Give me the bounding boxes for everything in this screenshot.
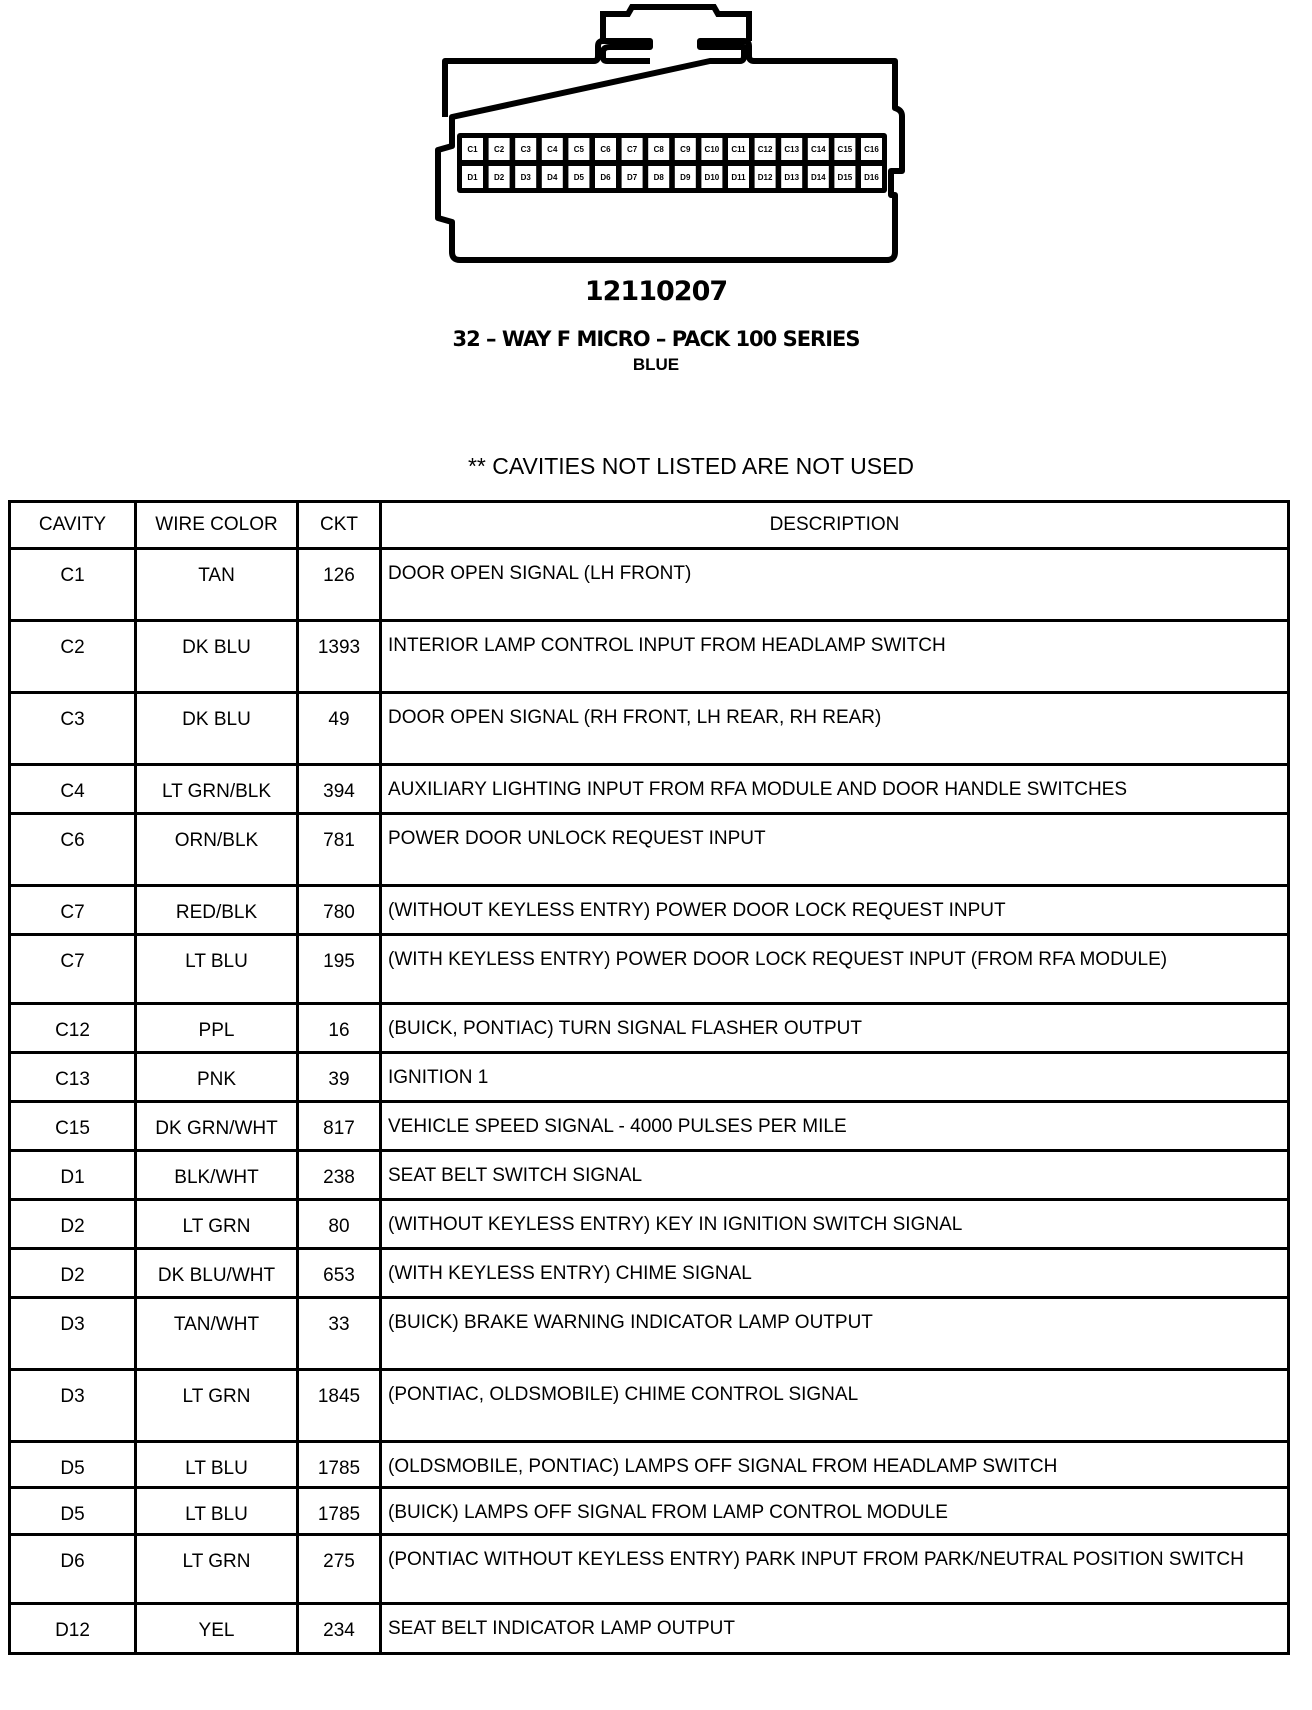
cell-ckt: 49 (298, 693, 381, 765)
cell-description: DOOR OPEN SIGNAL (RH FRONT, LH REAR, RH REAR) (381, 693, 1289, 765)
cell-ckt: 275 (298, 1535, 381, 1604)
cell-cavity: C12 (10, 1004, 136, 1053)
cell-description: DOOR OPEN SIGNAL (LH FRONT) (381, 549, 1289, 621)
cell-ckt: 80 (298, 1200, 381, 1249)
pin-label: D5 (573, 173, 585, 182)
cell-description: (BUICK) BRAKE WARNING INDICATOR LAMP OUTPUT (381, 1298, 1289, 1370)
header-description: DESCRIPTION (381, 502, 1289, 549)
cell-ckt: 1845 (298, 1370, 381, 1442)
cell-cavity: C15 (10, 1102, 136, 1151)
cell-description: INTERIOR LAMP CONTROL INPUT FROM HEADLAMP SWITCH (381, 621, 1289, 693)
cell-ckt: 195 (298, 935, 381, 1004)
cell-wire-color: DK BLU (136, 621, 298, 693)
pin-label: C13 (784, 145, 800, 154)
cell-cavity: D2 (10, 1249, 136, 1298)
cell-cavity: C7 (10, 886, 136, 935)
cell-ckt: 126 (298, 549, 381, 621)
table-row (10, 621, 1289, 693)
cell-wire-color: LT GRN (136, 1370, 298, 1442)
pin-label: C9 (680, 145, 691, 154)
cell-wire-color: LT BLU (136, 1488, 298, 1535)
cell-description: (OLDSMOBILE, PONTIAC) LAMPS OFF SIGNAL FROM HEADLAMP SWITCH (381, 1442, 1289, 1488)
cell-description: (PONTIAC, OLDSMOBILE) CHIME CONTROL SIGNAL (381, 1370, 1289, 1442)
pin-label: D9 (680, 173, 691, 182)
cell-wire-color: DK BLU/WHT (136, 1249, 298, 1298)
table-row (10, 886, 1289, 935)
cell-cavity: C4 (10, 765, 136, 814)
pin-label: C3 (520, 145, 531, 154)
pin-label: C8 (653, 145, 664, 154)
pin-label: D7 (626, 173, 638, 182)
pin-label: C14 (810, 145, 826, 154)
table-row (10, 1442, 1289, 1488)
cell-description: (BUICK, PONTIAC) TURN SIGNAL FLASHER OUTPUT (381, 1004, 1289, 1053)
cell-description: AUXILIARY LIGHTING INPUT FROM RFA MODULE AND DOOR HANDLE SWITCHES (381, 765, 1289, 814)
pin-label: D14 (810, 173, 826, 182)
pin-label: C12 (757, 145, 773, 154)
pin-label: C16 (864, 145, 879, 154)
cell-ckt: 238 (298, 1151, 381, 1200)
cell-cavity: C13 (10, 1053, 136, 1102)
cell-cavity: D3 (10, 1370, 136, 1442)
cell-ckt: 33 (298, 1298, 381, 1370)
table-row (10, 1370, 1289, 1442)
pin-label: C6 (600, 145, 611, 154)
table-row (10, 1488, 1289, 1535)
cell-cavity: D5 (10, 1488, 136, 1535)
cell-wire-color: DK GRN/WHT (136, 1102, 298, 1151)
cell-description: (PONTIAC WITHOUT KEYLESS ENTRY) PARK INPUT FROM PARK/NEUTRAL POSITION SWITCH (381, 1535, 1289, 1604)
pin-label: D1 (467, 173, 478, 182)
cell-wire-color: PPL (136, 1004, 298, 1053)
cell-cavity: D12 (10, 1604, 136, 1654)
cell-cavity: C6 (10, 814, 136, 886)
cell-wire-color: TAN (136, 549, 298, 621)
table-row (10, 765, 1289, 814)
pinout-table (8, 500, 1290, 1655)
pin-label: D16 (864, 173, 879, 182)
header-cavity: CAVITY (10, 502, 136, 549)
cell-wire-color: DK BLU (136, 693, 298, 765)
cell-description: IGNITION 1 (381, 1053, 1289, 1102)
cell-description: (WITHOUT KEYLESS ENTRY) POWER DOOR LOCK REQUEST INPUT (381, 886, 1289, 935)
cell-description: VEHICLE SPEED SIGNAL - 4000 PULSES PER MILE (381, 1102, 1289, 1151)
pin-label: D15 (837, 173, 853, 182)
cell-wire-color: TAN/WHT (136, 1298, 298, 1370)
cell-wire-color: LT GRN/BLK (136, 765, 298, 814)
cell-ckt: 234 (298, 1604, 381, 1654)
cell-wire-color: YEL (136, 1604, 298, 1654)
cell-ckt: 1785 (298, 1442, 381, 1488)
cell-cavity: D3 (10, 1298, 136, 1370)
cell-wire-color: BLK/WHT (136, 1151, 298, 1200)
pin-label: D10 (704, 173, 720, 182)
cell-wire-color: PNK (136, 1053, 298, 1102)
cell-wire-color: RED/BLK (136, 886, 298, 935)
table-header-row (10, 502, 1289, 549)
pin-label: C7 (626, 145, 638, 154)
pin-label: C15 (837, 145, 853, 154)
table-row (10, 549, 1289, 621)
pin-label: C4 (547, 145, 558, 154)
pin-label: D4 (547, 173, 558, 182)
cell-wire-color: LT GRN (136, 1535, 298, 1604)
pin-label: C2 (493, 145, 505, 154)
cell-ckt: 817 (298, 1102, 381, 1151)
table-row (10, 1151, 1289, 1200)
pin-label: D3 (520, 173, 531, 182)
cell-cavity: C1 (10, 549, 136, 621)
cell-ckt: 394 (298, 765, 381, 814)
part-number: 12110207 (584, 276, 728, 307)
cell-ckt: 1785 (298, 1488, 381, 1535)
cell-description: POWER DOOR UNLOCK REQUEST INPUT (381, 814, 1289, 886)
pin-label: D12 (757, 173, 773, 182)
cell-cavity: D1 (10, 1151, 136, 1200)
cell-ckt: 16 (298, 1004, 381, 1053)
cell-cavity: D2 (10, 1200, 136, 1249)
header-ckt: CKT (298, 502, 381, 549)
pin-label: D11 (731, 173, 746, 182)
table-row (10, 935, 1289, 1004)
table-row (10, 1004, 1289, 1053)
pin-label: C1 (467, 145, 478, 154)
cell-ckt: 39 (298, 1053, 381, 1102)
pin-label: C5 (573, 145, 585, 154)
pin-label: D8 (653, 173, 664, 182)
table-row (10, 1604, 1289, 1654)
pin-label: D2 (493, 173, 505, 182)
cell-cavity: C7 (10, 935, 136, 1004)
table-row (10, 1102, 1289, 1151)
pin-label: C10 (704, 145, 720, 154)
pin-label: D6 (600, 173, 611, 182)
cell-description: (BUICK) LAMPS OFF SIGNAL FROM LAMP CONTROL MODULE (381, 1488, 1289, 1535)
cell-description: (WITH KEYLESS ENTRY) POWER DOOR LOCK REQUEST INPUT (FROM RFA MODULE) (381, 935, 1289, 1004)
cell-wire-color: ORN/BLK (136, 814, 298, 886)
cell-wire-color: LT BLU (136, 935, 298, 1004)
cell-wire-color: LT GRN (136, 1200, 298, 1249)
table-row (10, 1249, 1289, 1298)
connector-name: 32 – WAY F MICRO – PACK 100 SERIES (452, 327, 860, 351)
cell-ckt: 780 (298, 886, 381, 935)
cell-cavity: D5 (10, 1442, 136, 1488)
cell-cavity: D6 (10, 1535, 136, 1604)
table-row (10, 1535, 1289, 1604)
cell-description: (WITHOUT KEYLESS ENTRY) KEY IN IGNITION SWITCH SIGNAL (381, 1200, 1289, 1249)
cell-description: SEAT BELT INDICATOR LAMP OUTPUT (381, 1604, 1289, 1654)
cell-cavity: C2 (10, 621, 136, 693)
table-row (10, 814, 1289, 886)
cell-ckt: 781 (298, 814, 381, 886)
cell-ckt: 1393 (298, 621, 381, 693)
table-row (10, 1053, 1289, 1102)
table-row (10, 1200, 1289, 1249)
unused-cavities-note: ** CAVITIES NOT LISTED ARE NOT USED (467, 453, 915, 479)
connector-diagram (0, 0, 1312, 280)
connector-latch (603, 7, 749, 41)
cell-description: (WITH KEYLESS ENTRY) CHIME SIGNAL (381, 1249, 1289, 1298)
header-wire-color: WIRE COLOR (136, 502, 298, 549)
cell-ckt: 653 (298, 1249, 381, 1298)
cell-wire-color: LT BLU (136, 1442, 298, 1488)
table-row (10, 1298, 1289, 1370)
cell-description: SEAT BELT SWITCH SIGNAL (381, 1151, 1289, 1200)
pin-label: D13 (784, 173, 800, 182)
table-row (10, 693, 1289, 765)
pin-label: C11 (731, 145, 746, 154)
cell-cavity: C3 (10, 693, 136, 765)
connector-color: BLUE (632, 355, 680, 374)
